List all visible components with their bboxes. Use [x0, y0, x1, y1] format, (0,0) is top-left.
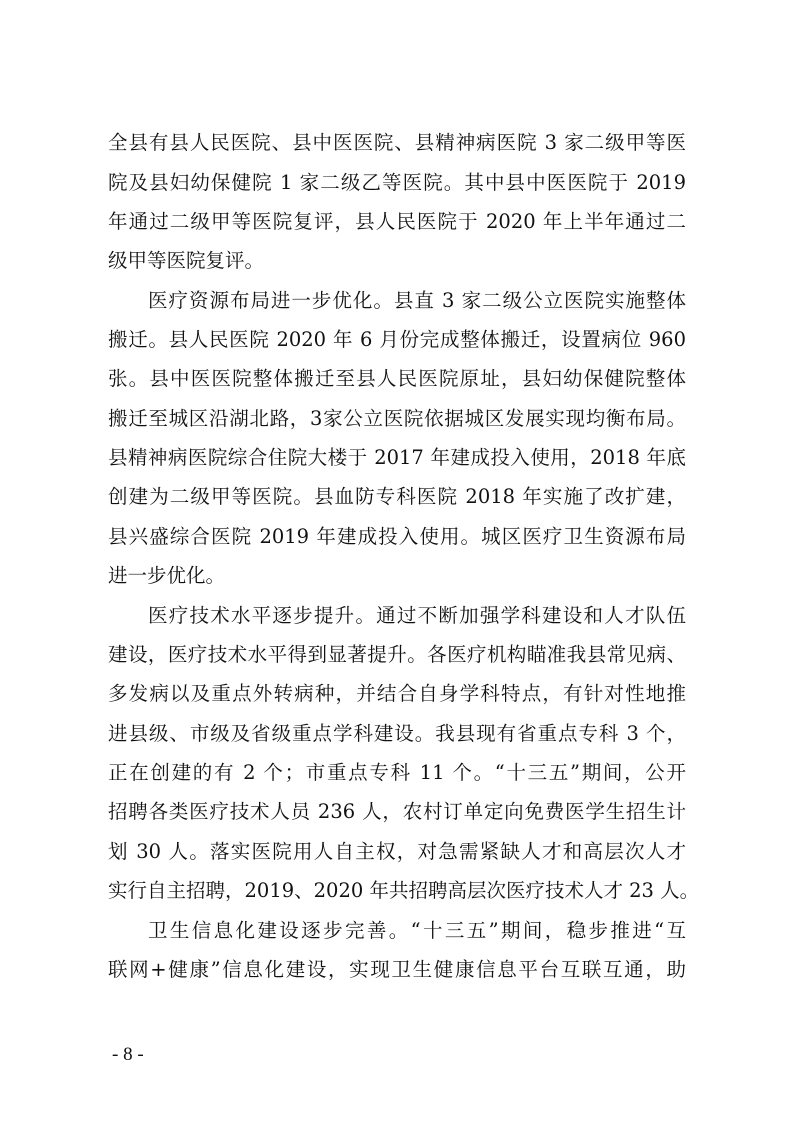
paragraph-line: 年通过二级甲等医院复评，县人民医院于 2020 年上半年通过二 [108, 210, 686, 233]
paragraph-line: 搬迁至城区沿湖北路，3家公立医院依据城区发展实现均衡布局。 [108, 407, 686, 430]
page-number: - 8 - [112, 1044, 144, 1065]
paragraph-line: 招聘各类医疗技术人员 236 人，农村订单定向免费医学生招生计 [108, 800, 686, 823]
paragraph-line: 多发病以及重点外转病种，并结合自身学科特点，有针对性地推 [108, 682, 686, 705]
paragraph-line: 联网+健康”信息化建设，实现卫生健康信息平台互联互通，助 [108, 958, 686, 981]
paragraph-line: 医疗技术水平逐步提升。通过不断加强学科建设和人才队伍 [148, 604, 686, 627]
paragraph-line: 医疗资源布局进一步优化。县直 3 家二级公立医院实施整体 [148, 289, 686, 312]
paragraph-line: 级甲等医院复评。 [108, 249, 265, 272]
paragraph-line: 划 30 人。落实医院用人自主权，对急需紧缺人才和高层次人才 [108, 840, 686, 863]
paragraph-line: 全县有县人民医院、县中医医院、县精神病医院 3 家二级甲等医 [108, 131, 686, 154]
paragraph-line: 院及县妇幼保健院 1 家二级乙等医院。其中县中医医院于 2019 [108, 171, 686, 194]
paragraph-line: 县兴盛综合医院 2019 年建成投入使用。城区医疗卫生资源布局 [108, 525, 686, 548]
paragraph-line: 县精神病医院综合住院大楼于 2017 年建成投入使用，2018 年底 [108, 446, 686, 469]
paragraph-line: 创建为二级甲等医院。县血防专科医院 2018 年实施了改扩建， [108, 485, 686, 508]
paragraph-line: 卫生信息化建设逐步完善。“十三五”期间，稳步推进“互 [148, 919, 686, 942]
paragraph-line: 搬迁。县人民医院 2020 年 6 月份完成整体搬迁，设置病位 960 [108, 328, 686, 351]
paragraph-line: 进一步优化。 [108, 564, 226, 587]
paragraph-line: 实行自主招聘，2019、2020 年共招聘高层次医疗技术人才 23 人。 [108, 879, 700, 902]
paragraph-line: 建设，医疗技术水平得到显著提升。各医疗机构瞄准我县常见病、 [108, 643, 686, 666]
paragraph-line: 张。县中医医院整体搬迁至县人民医院原址，县妇幼保健院整体 [108, 367, 686, 390]
paragraph-line: 正在创建的有 2 个；市重点专科 11 个。“十三五”期间，公开 [108, 761, 686, 784]
paragraph-line: 进县级、市级及省级重点学科建设。我县现有省重点专科 3 个， [108, 722, 686, 745]
